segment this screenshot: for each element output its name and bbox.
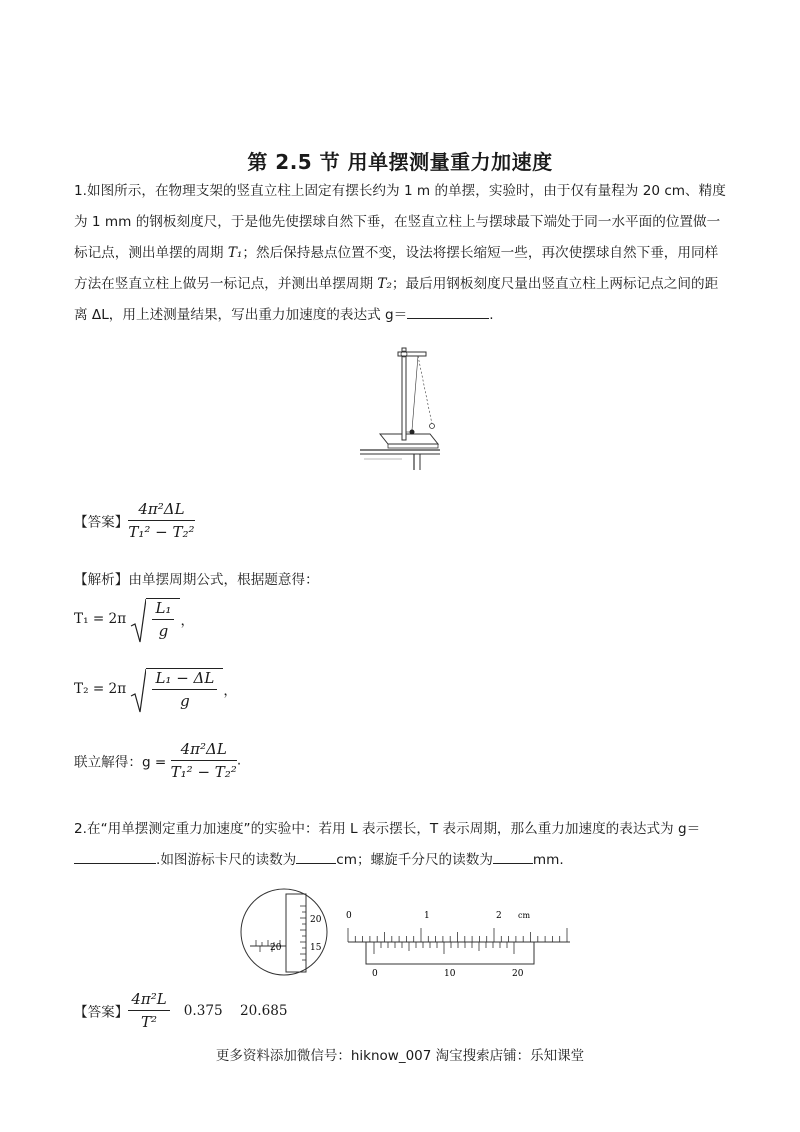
eq2-tail: ，	[223, 683, 237, 699]
micro-label-1: 20	[310, 915, 322, 925]
equation-1	[74, 598, 194, 640]
q1-text-end: .	[489, 307, 494, 323]
vernier-scale-10: 10	[444, 969, 456, 979]
micro-label-3: 20	[270, 943, 282, 953]
measurement-figure	[240, 888, 570, 984]
vernier-scale-0: 0	[372, 969, 378, 979]
micro-label-2: 15	[310, 943, 322, 953]
eq3-denominator: T₁² − T₂²	[170, 763, 237, 781]
page-title: 第 2.5 节 用单摆测量重力加速度	[247, 150, 553, 174]
sqrt-icon	[130, 598, 146, 644]
eq3-tail: .	[236, 752, 242, 769]
q1-text-c: ；最后用钢板刻度尺量出竖直立柱上两标记点之间的距离 ΔL，用上述测量结果，写出重力加速度的表达式 g＝	[74, 276, 719, 323]
q1-text-a: 1.如图所示，在物理支架的竖直立柱上固定有摆长约为 1 m 的单摆，实验时，由于仅有量程为 20 cm、精度为 1 mm 的钢板刻度尺，于是他先使摆球自然下垂，在竖直立柱上与摆球最下端处于同一水平面的位置做一标记点，测出单摆的周期	[74, 183, 726, 261]
eq3-left: 联立解得：g =	[74, 754, 167, 771]
eq2-denominator: g	[180, 692, 190, 710]
formula-numerator: 4π²ΔL	[128, 500, 194, 521]
main-scale-1: 1	[424, 911, 430, 921]
q2-text-c: mm.	[532, 852, 564, 868]
answer-blank	[74, 849, 156, 864]
sqrt-icon	[130, 668, 146, 714]
formula-denominator: T²	[141, 1013, 158, 1031]
vernier-ticks	[374, 942, 514, 954]
answer-label: 【答案】	[74, 514, 129, 531]
eq3-numerator: 4π²ΔL	[171, 740, 237, 761]
answer-label: 【答案】	[74, 1004, 129, 1021]
footer-note: 更多资料添加微信号：hiknow_007 淘宝搜索店铺：乐知课堂	[215, 1048, 585, 1064]
q1-t1: T₁	[227, 245, 243, 261]
analysis-text: 由单摆周期公式，根据题意得：	[128, 572, 319, 588]
equation-2	[74, 668, 237, 710]
formula-numerator: 4π²L	[128, 990, 169, 1011]
micrometer-blank	[493, 849, 533, 864]
answer-2-values: 0.375 20.685	[183, 1002, 288, 1019]
main-scale-unit: cm	[518, 911, 531, 920]
pendulum-figure	[352, 340, 442, 470]
equation-3	[74, 740, 241, 781]
answer-1-formula	[128, 500, 194, 541]
answer-2-formula	[128, 990, 169, 1031]
q2-text-a: .如图游标卡尺的读数为	[156, 852, 297, 868]
eq1-numerator: L₁	[152, 599, 174, 620]
eq1-tail: ，	[180, 613, 195, 629]
formula-denominator: T₁² − T₂²	[128, 523, 195, 541]
analysis-label: 【解析】	[74, 572, 129, 588]
eq2-left: T₂ = 2π	[74, 681, 127, 697]
caliper-blank	[296, 849, 336, 864]
analysis-intro	[74, 568, 319, 588]
q1-text-b: ；然后保持悬点位置不变，设法将摆长缩短一些，再次使摆球自然下垂，用同样方法在竖直立柱上做另一标记点，并测出单摆周期	[74, 245, 719, 292]
question-2	[74, 814, 728, 876]
q2-line-1: 2.在“用单摆测定重力加速度”的实验中：若用 L 表示摆长，T 表示周期，那么重力加速度的表达式为 g＝	[74, 821, 701, 837]
main-scale-0: 0	[346, 911, 352, 921]
main-scale-2: 2	[496, 911, 502, 921]
q2-text-b: cm；螺旋千分尺的读数为	[336, 852, 493, 868]
question-1	[74, 176, 728, 331]
main-scale-ticks	[348, 928, 567, 942]
eq1-denominator: g	[158, 622, 169, 640]
answer-1	[74, 500, 195, 541]
eq2-numerator: L₁ − ΔL	[152, 669, 217, 690]
answer-blank	[407, 304, 489, 319]
vernier-scale-20: 20	[512, 969, 524, 979]
eq1-left: T₁ = 2π	[74, 611, 127, 627]
answer-2	[74, 990, 288, 1031]
q1-t2: T₂	[377, 276, 392, 292]
